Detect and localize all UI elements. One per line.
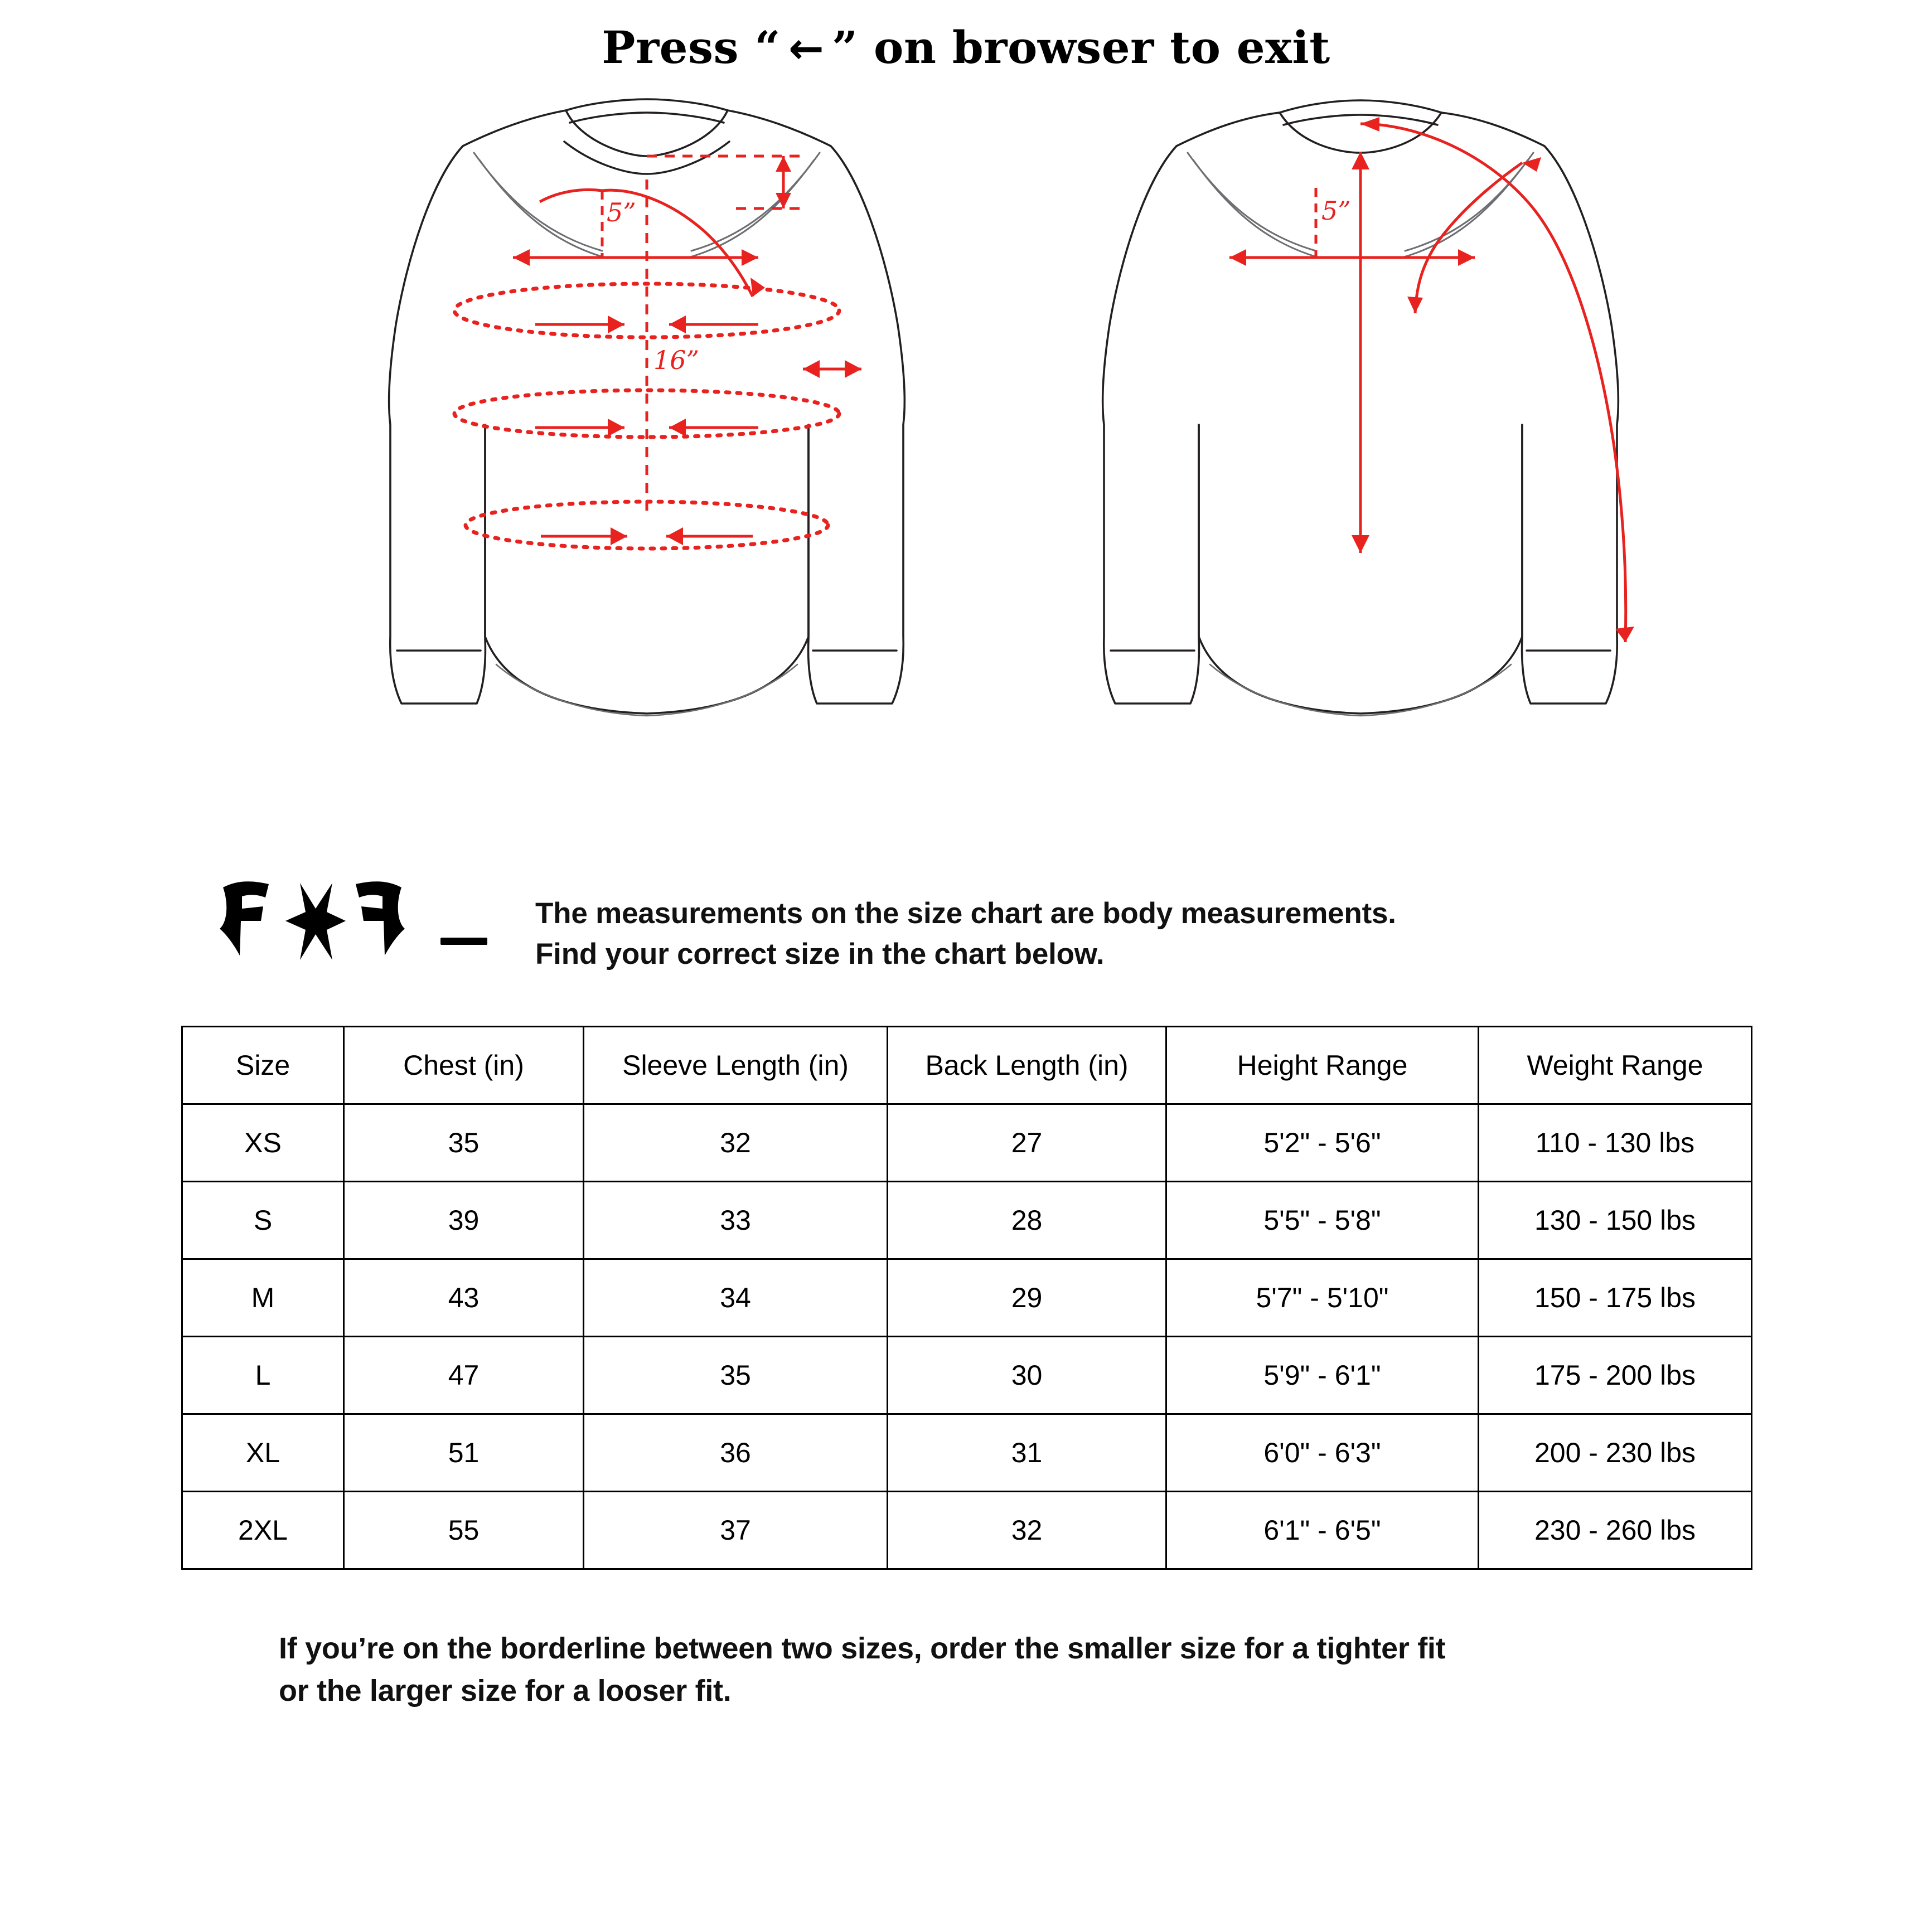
cell-chest: 39 bbox=[344, 1182, 584, 1259]
column-header-size: Size bbox=[182, 1027, 344, 1104]
cell-chest: 47 bbox=[344, 1337, 584, 1414]
front-shoulder-drop-callout: 5” bbox=[607, 197, 636, 227]
cell-size: L bbox=[182, 1337, 344, 1414]
measurement-note-line2: Find your correct size in the chart below. bbox=[535, 938, 1105, 971]
cell-height-range: 6'1" - 6'5" bbox=[1166, 1492, 1479, 1569]
table-row bbox=[182, 1337, 1752, 1414]
cell-back-length: 32 bbox=[888, 1492, 1166, 1569]
back-shoulder-drop-callout: 5” bbox=[1321, 196, 1351, 226]
back-garment-technical-drawing bbox=[1026, 90, 1662, 787]
cell-height-range: 5'2" - 5'6" bbox=[1166, 1104, 1479, 1182]
cell-sleeve-length: 33 bbox=[584, 1182, 888, 1259]
cell-height-range: 5'9" - 6'1" bbox=[1166, 1337, 1479, 1414]
cell-size: M bbox=[182, 1259, 344, 1337]
cell-chest: 43 bbox=[344, 1259, 584, 1337]
cell-chest: 51 bbox=[344, 1414, 584, 1492]
column-header-sleeve-length: Sleeve Length (in) bbox=[584, 1027, 888, 1104]
cell-height-range: 5'5" - 5'8" bbox=[1166, 1182, 1479, 1259]
cell-weight-range: 230 - 260 lbs bbox=[1479, 1492, 1752, 1569]
measurement-note bbox=[535, 893, 1396, 974]
cell-size: 2XL bbox=[182, 1492, 344, 1569]
cell-back-length: 31 bbox=[888, 1414, 1166, 1492]
cell-size: S bbox=[182, 1182, 344, 1259]
cell-back-length: 28 bbox=[888, 1182, 1166, 1259]
front-length-callout: 16” bbox=[653, 345, 700, 375]
cell-height-range: 5'7" - 5'10" bbox=[1166, 1259, 1479, 1337]
measurement-note-line1: The measurements on the size chart are body measurements. bbox=[535, 897, 1396, 930]
table-row bbox=[182, 1492, 1752, 1569]
column-header-chest: Chest (in) bbox=[344, 1027, 584, 1104]
cell-weight-range: 150 - 175 lbs bbox=[1479, 1259, 1752, 1337]
table-header-row bbox=[182, 1027, 1752, 1104]
garment-illustrations bbox=[0, 90, 1932, 848]
table-row bbox=[182, 1182, 1752, 1259]
column-header-back-length: Back Length (in) bbox=[888, 1027, 1166, 1104]
cell-sleeve-length: 34 bbox=[584, 1259, 888, 1337]
note-dash-divider bbox=[440, 938, 487, 945]
page-title-prefix: Press “ bbox=[602, 21, 781, 74]
column-header-weight-range: Weight Range bbox=[1479, 1027, 1752, 1104]
table-row bbox=[182, 1104, 1752, 1182]
borderline-advice-line1: If you’re on the borderline between two sizes, order the smaller size for a tighter fit bbox=[279, 1632, 1446, 1665]
page-title-suffix: ” on browser to exit bbox=[832, 21, 1330, 74]
cell-back-length: 29 bbox=[888, 1259, 1166, 1337]
cell-height-range: 6'0" - 6'3" bbox=[1166, 1414, 1479, 1492]
back-arrow-icon: ← bbox=[788, 23, 825, 73]
cell-weight-range: 110 - 130 lbs bbox=[1479, 1104, 1752, 1182]
table-row bbox=[182, 1259, 1752, 1337]
cell-size: XL bbox=[182, 1414, 344, 1492]
cell-size: XS bbox=[182, 1104, 344, 1182]
cell-weight-range: 130 - 150 lbs bbox=[1479, 1182, 1752, 1259]
page-title bbox=[0, 0, 1932, 74]
size-chart-table-wrap bbox=[181, 1026, 1751, 1570]
fvf-brand-logo bbox=[217, 877, 407, 967]
cell-weight-range: 175 - 200 lbs bbox=[1479, 1337, 1752, 1414]
measurement-note-row bbox=[0, 854, 1932, 1021]
front-garment-technical-drawing bbox=[312, 90, 948, 787]
cell-weight-range: 200 - 230 lbs bbox=[1479, 1414, 1752, 1492]
cell-chest: 35 bbox=[344, 1104, 584, 1182]
cell-sleeve-length: 37 bbox=[584, 1492, 888, 1569]
cell-sleeve-length: 32 bbox=[584, 1104, 888, 1182]
cell-chest: 55 bbox=[344, 1492, 584, 1569]
cell-sleeve-length: 36 bbox=[584, 1414, 888, 1492]
borderline-advice-note bbox=[279, 1628, 1445, 1712]
cell-back-length: 30 bbox=[888, 1337, 1166, 1414]
cell-back-length: 27 bbox=[888, 1104, 1166, 1182]
table-row bbox=[182, 1414, 1752, 1492]
cell-sleeve-length: 35 bbox=[584, 1337, 888, 1414]
size-chart-table bbox=[181, 1026, 1752, 1570]
column-header-height-range: Height Range bbox=[1166, 1027, 1479, 1104]
borderline-advice-line2: or the larger size for a looser fit. bbox=[279, 1673, 732, 1707]
